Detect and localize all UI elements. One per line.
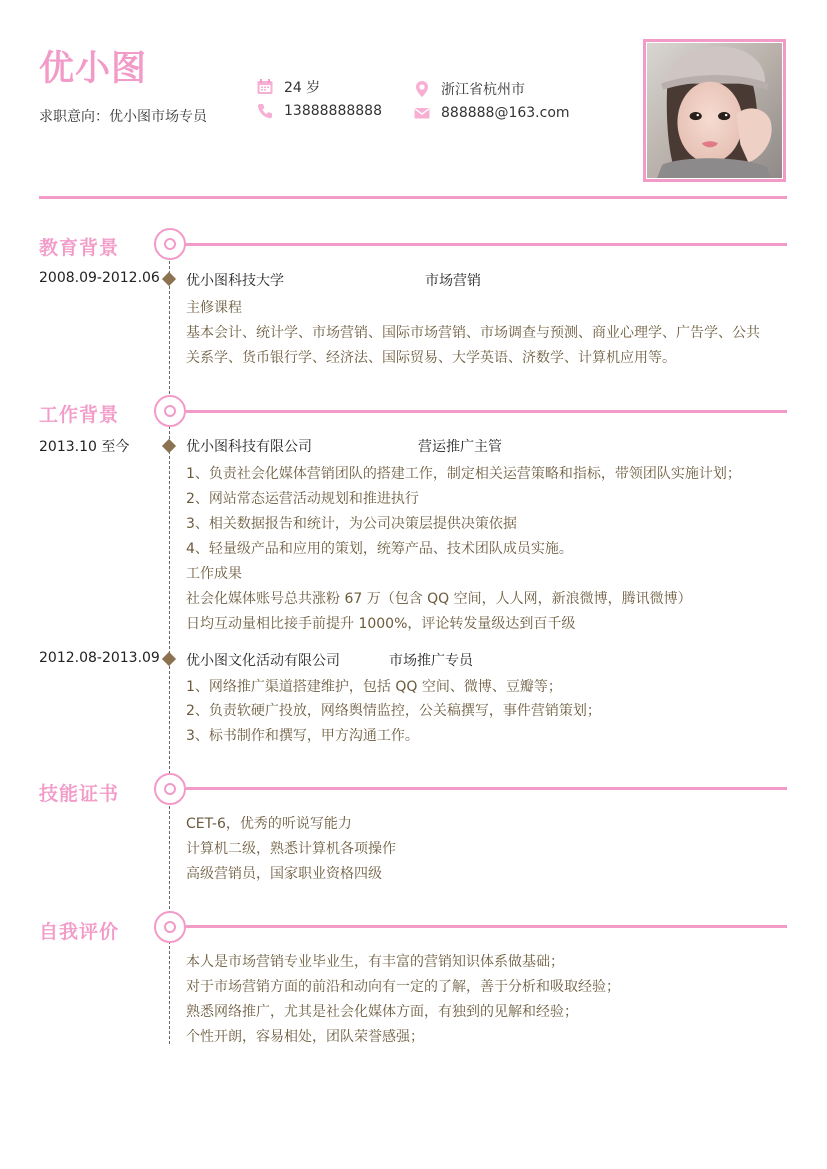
- courses-line: 基本会计、统计学、市场营销、国际市场营销、市场调查与预测、商业心理学、广告学、公共: [186, 325, 760, 341]
- section-title-skills: 技能证书: [39, 783, 120, 805]
- job-detail-line: 1、负责社会化媒体营销团队的搭建工作，制定相关运营策略和指标，带领团队实施计划；: [186, 466, 741, 482]
- section-line: [186, 410, 787, 413]
- age-text: 24 岁: [284, 80, 321, 96]
- courses-label: 主修课程: [186, 300, 242, 316]
- job-position: 市场推广专员: [389, 653, 473, 669]
- skill-line: 计算机二级，熟悉计算机各项操作: [186, 841, 396, 857]
- education-major: 市场营销: [425, 273, 481, 289]
- job-intent: 求职意向：优小图市场专员: [39, 109, 207, 125]
- job-detail-line: 1、网络推广渠道搭建维护，包括 QQ 空间、微博、豆瓣等；: [186, 679, 562, 695]
- timeline-diamond-icon: [162, 272, 176, 286]
- section-ring-icon: [154, 773, 186, 805]
- email-info: [413, 104, 570, 122]
- self-eval-line: 熟悉网络推广，尤其是社会化媒体方面，有独到的见解和经验；: [186, 1004, 578, 1020]
- job-date: 2013.10 至今: [39, 439, 130, 455]
- section-ring-icon: [154, 911, 186, 943]
- job-detail-line: 2、网站常态运营活动规划和推进执行: [186, 491, 419, 507]
- courses-line: 关系学、货币银行学、经济法、国际贸易、大学英语、济数学、计算机应用等。: [186, 350, 676, 366]
- job-position: 营运推广主管: [418, 439, 502, 455]
- skill-line: CET-6，优秀的听说写能力: [186, 816, 352, 832]
- section-line: [186, 787, 787, 790]
- email-text: 888888@163.com: [441, 105, 570, 121]
- location-pin-icon: [413, 80, 431, 98]
- phone-icon: [256, 102, 274, 120]
- job-detail-line: 日均互动量相比接手前提升 1000%，评论转发量级达到百千级: [186, 616, 576, 632]
- self-eval-line: 个性开朗，容易相处，团队荣誉感强；: [186, 1029, 424, 1045]
- header-divider: [39, 196, 787, 199]
- job-detail-line: 4、轻量级产品和应用的策划，统筹产品、技术团队成员实施。: [186, 541, 573, 557]
- self-eval-line: 本人是市场营销专业毕业生，有丰富的营销知识体系做基础；: [186, 954, 564, 970]
- phone-text: 13888888888: [284, 103, 382, 119]
- job-company: 优小图科技有限公司: [186, 439, 312, 455]
- age-info: [256, 77, 320, 97]
- self-eval-line: 对于市场营销方面的前沿和动向有一定的了解，善于分析和吸取经验；: [186, 979, 620, 995]
- location-info: [413, 79, 525, 99]
- calendar-icon: [256, 78, 274, 96]
- mail-icon: [413, 104, 431, 122]
- skill-line: 高级营销员，国家职业资格四级: [186, 866, 382, 882]
- section-title-self: 自我评价: [39, 921, 120, 943]
- education-school: 优小图科技大学: [186, 273, 284, 289]
- section-ring-icon: [154, 228, 186, 260]
- profile-photo: [647, 43, 782, 178]
- section-title-education: 教育背景: [39, 237, 120, 259]
- location-text: 浙江省杭州市: [441, 82, 525, 98]
- job-detail-line: 2、负责软硬广投放，网络舆情监控，公关稿撰写，事件营销策划；: [186, 703, 601, 719]
- section-ring-icon: [154, 395, 186, 427]
- job-detail-line: 社会化媒体账号总共涨粉 67 万（包含 QQ 空间，人人网，新浪微博，腾讯微博）: [186, 591, 692, 607]
- profile-photo-frame: [643, 39, 786, 182]
- candidate-name: 优小图: [39, 49, 148, 89]
- timeline-diamond-icon: [162, 652, 176, 666]
- education-date: 2008.09-2012.06: [39, 270, 160, 286]
- section-line: [186, 925, 787, 928]
- job-company: 优小图文化活动有限公司: [186, 653, 340, 669]
- section-line: [186, 243, 787, 246]
- timeline-diamond-icon: [162, 439, 176, 453]
- job-detail-line: 3、标书制作和撰写，甲方沟通工作。: [186, 728, 419, 744]
- section-title-work: 工作背景: [39, 404, 120, 426]
- job-detail-line: 工作成果: [186, 566, 242, 582]
- phone-info: [256, 102, 382, 120]
- job-date: 2012.08-2013.09: [39, 650, 160, 666]
- job-detail-line: 3、相关数据报告和统计，为公司决策层提供决策依据: [186, 516, 517, 532]
